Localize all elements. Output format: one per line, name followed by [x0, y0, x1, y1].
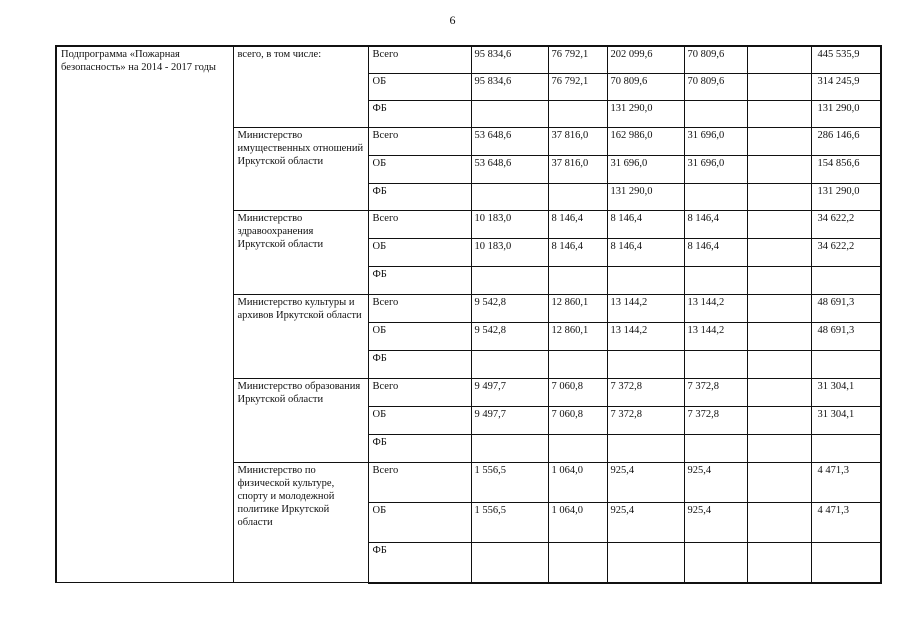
value-2015-cell: [548, 101, 607, 128]
value-2015-cell: 7 060,8: [548, 379, 607, 407]
funding-source-cell: ОБ: [368, 323, 471, 351]
funding-source-cell: Всего: [368, 379, 471, 407]
value-2015-cell: 37 816,0: [548, 128, 607, 156]
value-2016-cell: [607, 267, 684, 295]
value-2017-cell: [684, 267, 747, 295]
value-2015-cell: [548, 351, 607, 379]
table-row: [56, 46, 881, 73]
value-extra-cell: [747, 101, 811, 128]
value-2017-cell: 70 809,6: [684, 46, 747, 73]
executor-cell: Министерство здравоохранения Иркутской области: [233, 211, 368, 295]
value-2017-cell: 31 696,0: [684, 156, 747, 184]
value-2014-cell: 95 834,6: [471, 73, 548, 100]
value-2016-cell: 13 144,2: [607, 295, 684, 323]
value-2017-cell: 31 696,0: [684, 128, 747, 156]
value-2017-cell: 7 372,8: [684, 379, 747, 407]
value-2015-cell: 7 060,8: [548, 407, 607, 435]
value-2017-cell: 13 144,2: [684, 323, 747, 351]
value-2015-cell: [548, 543, 607, 583]
value-total-cell: 314 245,9: [811, 73, 881, 100]
value-2014-cell: 9 542,8: [471, 295, 548, 323]
value-2016-cell: 31 696,0: [607, 156, 684, 184]
value-2016-cell: 70 809,6: [607, 73, 684, 100]
value-extra-cell: [747, 239, 811, 267]
value-total-cell: [811, 267, 881, 295]
value-total-cell: 4 471,3: [811, 463, 881, 503]
value-2015-cell: 37 816,0: [548, 156, 607, 184]
value-extra-cell: [747, 156, 811, 184]
value-2015-cell: [548, 435, 607, 463]
value-2015-cell: 8 146,4: [548, 211, 607, 239]
value-2014-cell: 9 497,7: [471, 379, 548, 407]
funding-source-cell: ФБ: [368, 101, 471, 128]
value-extra-cell: [747, 379, 811, 407]
value-total-cell: 48 691,3: [811, 295, 881, 323]
value-2016-cell: 131 290,0: [607, 101, 684, 128]
funding-source-cell: ОБ: [368, 503, 471, 543]
value-2014-cell: 1 556,5: [471, 463, 548, 503]
value-2014-cell: 53 648,6: [471, 156, 548, 184]
value-total-cell: 131 290,0: [811, 101, 881, 128]
value-2017-cell: [684, 183, 747, 211]
funding-source-cell: Всего: [368, 211, 471, 239]
value-total-cell: 34 622,2: [811, 239, 881, 267]
value-extra-cell: [747, 351, 811, 379]
value-2016-cell: 7 372,8: [607, 379, 684, 407]
executor-cell: Министерство культуры и архивов Иркутской области: [233, 295, 368, 379]
funding-source-cell: ФБ: [368, 183, 471, 211]
page-number: 6: [449, 13, 456, 27]
value-2017-cell: [684, 543, 747, 583]
value-extra-cell: [747, 183, 811, 211]
funding-source-cell: ФБ: [368, 267, 471, 295]
value-2015-cell: 8 146,4: [548, 239, 607, 267]
funding-source-cell: Всего: [368, 46, 471, 73]
value-2016-cell: 7 372,8: [607, 407, 684, 435]
value-extra-cell: [747, 46, 811, 73]
value-2014-cell: [471, 543, 548, 583]
value-2014-cell: 53 648,6: [471, 128, 548, 156]
funding-source-cell: ОБ: [368, 239, 471, 267]
value-total-cell: 154 856,6: [811, 156, 881, 184]
value-2014-cell: 10 183,0: [471, 239, 548, 267]
executor-cell: всего, в том числе:: [233, 46, 368, 128]
value-2015-cell: 12 860,1: [548, 295, 607, 323]
value-total-cell: 48 691,3: [811, 323, 881, 351]
value-extra-cell: [747, 267, 811, 295]
value-2016-cell: 925,4: [607, 463, 684, 503]
value-2014-cell: [471, 435, 548, 463]
value-2017-cell: 70 809,6: [684, 73, 747, 100]
value-extra-cell: [747, 295, 811, 323]
value-extra-cell: [747, 211, 811, 239]
funding-source-cell: Всего: [368, 128, 471, 156]
value-2016-cell: 131 290,0: [607, 183, 684, 211]
value-2016-cell: 8 146,4: [607, 239, 684, 267]
value-extra-cell: [747, 503, 811, 543]
funding-source-cell: ОБ: [368, 73, 471, 100]
value-extra-cell: [747, 407, 811, 435]
value-total-cell: 31 304,1: [811, 379, 881, 407]
value-2016-cell: 925,4: [607, 503, 684, 543]
executor-cell: Министерство имущественных отношений Иркутской области: [233, 128, 368, 211]
funding-source-cell: ФБ: [368, 351, 471, 379]
budget-table: [55, 45, 882, 584]
value-2015-cell: [548, 267, 607, 295]
value-2017-cell: 7 372,8: [684, 407, 747, 435]
value-total-cell: 31 304,1: [811, 407, 881, 435]
funding-source-cell: ОБ: [368, 156, 471, 184]
value-extra-cell: [747, 323, 811, 351]
value-2017-cell: 8 146,4: [684, 239, 747, 267]
executor-cell: Министерство образования Иркутской области: [233, 379, 368, 463]
value-2017-cell: [684, 101, 747, 128]
table-body: [56, 46, 881, 583]
value-2014-cell: 95 834,6: [471, 46, 548, 73]
value-2014-cell: [471, 101, 548, 128]
value-total-cell: [811, 543, 881, 583]
value-total-cell: 4 471,3: [811, 503, 881, 543]
value-total-cell: 131 290,0: [811, 183, 881, 211]
value-2015-cell: 12 860,1: [548, 323, 607, 351]
value-2017-cell: 925,4: [684, 463, 747, 503]
value-extra-cell: [747, 73, 811, 100]
value-2016-cell: 162 986,0: [607, 128, 684, 156]
value-extra-cell: [747, 435, 811, 463]
value-extra-cell: [747, 128, 811, 156]
funding-source-cell: ФБ: [368, 435, 471, 463]
value-2014-cell: 1 556,5: [471, 503, 548, 543]
value-2016-cell: 13 144,2: [607, 323, 684, 351]
value-extra-cell: [747, 463, 811, 503]
value-total-cell: 34 622,2: [811, 211, 881, 239]
value-2014-cell: 9 497,7: [471, 407, 548, 435]
funding-source-cell: Всего: [368, 295, 471, 323]
value-2016-cell: 8 146,4: [607, 211, 684, 239]
funding-source-cell: ФБ: [368, 543, 471, 583]
value-2015-cell: [548, 183, 607, 211]
value-2014-cell: [471, 351, 548, 379]
value-extra-cell: [747, 543, 811, 583]
program-title-cell: Подпрограмма «Пожарная безопасность» на 2014 - 2017 годы: [56, 46, 233, 583]
value-2015-cell: 76 792,1: [548, 46, 607, 73]
value-total-cell: 286 146,6: [811, 128, 881, 156]
value-2015-cell: 76 792,1: [548, 73, 607, 100]
value-total-cell: [811, 435, 881, 463]
value-2014-cell: 10 183,0: [471, 211, 548, 239]
value-2015-cell: 1 064,0: [548, 463, 607, 503]
value-2016-cell: [607, 351, 684, 379]
value-2017-cell: 925,4: [684, 503, 747, 543]
value-2017-cell: [684, 351, 747, 379]
value-total-cell: [811, 351, 881, 379]
executor-cell: Министерство по физической культуре, спорту и молодежной политике Иркутской области: [233, 463, 368, 583]
value-2016-cell: [607, 435, 684, 463]
value-2017-cell: 13 144,2: [684, 295, 747, 323]
value-2014-cell: [471, 267, 548, 295]
value-total-cell: 445 535,9: [811, 46, 881, 73]
funding-source-cell: Всего: [368, 463, 471, 503]
value-2014-cell: 9 542,8: [471, 323, 548, 351]
value-2017-cell: 8 146,4: [684, 211, 747, 239]
value-2017-cell: [684, 435, 747, 463]
value-2014-cell: [471, 183, 548, 211]
value-2016-cell: [607, 543, 684, 583]
value-2016-cell: 202 099,6: [607, 46, 684, 73]
funding-source-cell: ОБ: [368, 407, 471, 435]
value-2015-cell: 1 064,0: [548, 503, 607, 543]
